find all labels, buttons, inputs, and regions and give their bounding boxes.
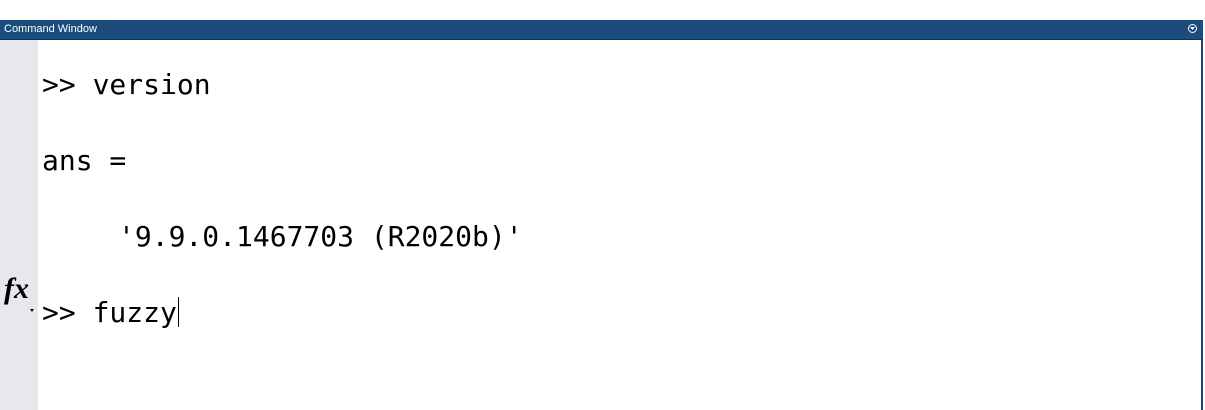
function-browser-dropdown-icon [30,309,34,312]
command-gutter [0,40,38,410]
command-input-line[interactable] [42,296,179,330]
command-window-titlebar [0,20,1203,40]
command-window [0,20,1203,410]
function-browser-icon[interactable]: fx [4,272,29,305]
console-line-command [42,68,211,102]
command-window-title: Command Window [4,23,97,35]
command-text: version [92,68,211,101]
text-cursor [178,297,179,327]
command-input[interactable]: fuzzy [92,296,177,329]
chevron-down-icon [1190,27,1195,31]
prompt-symbol: >> [42,68,76,101]
console-line-output-value: '9.9.0.1467703 (R2020b)' [118,220,523,253]
command-output-area[interactable] [38,40,1199,410]
chevron-circle-down-icon[interactable] [1188,24,1197,33]
console-line-output-label: ans = [42,144,127,177]
prompt-symbol: >> [42,296,76,329]
